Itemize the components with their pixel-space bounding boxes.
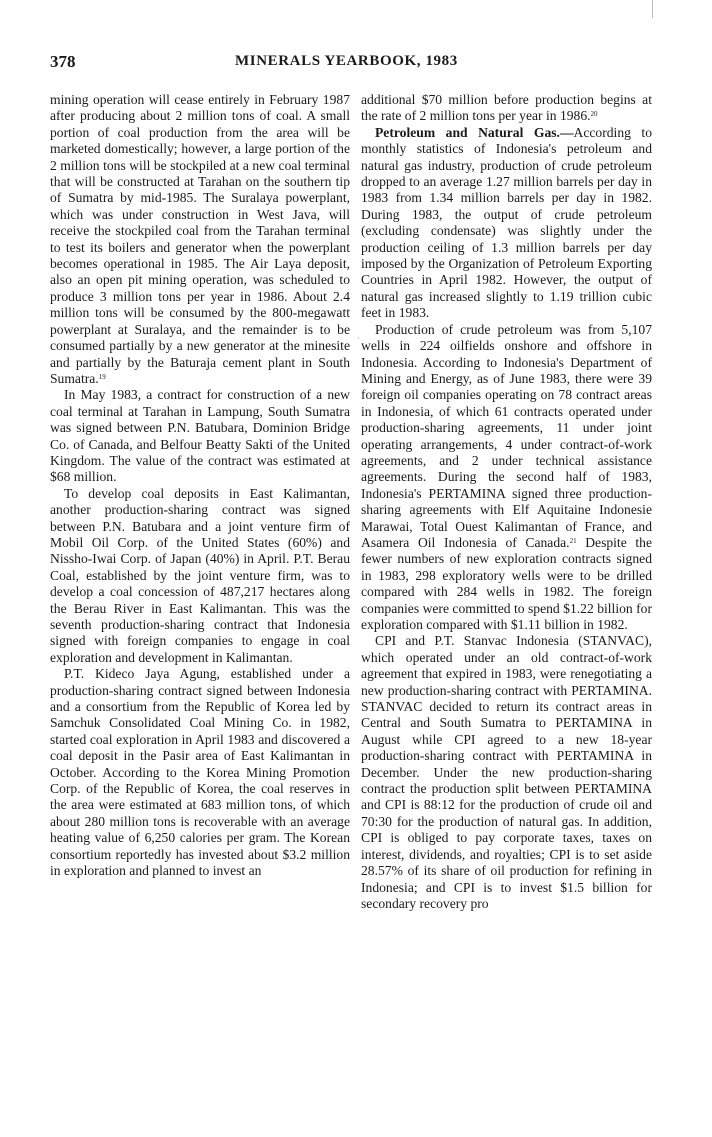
paragraph-text: Despite the fewer numbers of new exploration contracts signed in 1983, 298 exploratory wells were to be drilled compared with 284 wells in 1982. The foreign companies were committed to spend $1.22 billion for exploration compared with $1.11 billion in 1982. (361, 534, 652, 632)
paragraph (361, 92, 652, 125)
footnote-ref: 21 (569, 536, 577, 545)
paragraph: CPI and P.T. Stanvac Indonesia (STANVAC), which operated under an old contract-of-work agreement that expired in 1983, were renegotiating a new production-sharing contract with PERTAMINA. STANVAC decided to return its contract areas in Central and South Sumatra to PERTAMINA in August while CPI agreed to a new 18-year production-sharing contract with PERTAMINA in December. Under the new production-sharing contract the production split between PERTAMINA and CPI is 88:12 for the production of crude oil and 70:30 for the production of natural gas. In addition, CPI is obliged to pay corporate taxes, taxes on interest, dividends, and royalties; CPI is to set aside 28.57% of its share of oil production for refining in Indonesia; and CPI is to invest $1.5 billion for secondary recovery pro (361, 633, 652, 911)
paragraph (50, 92, 350, 387)
paragraph: P.T. Kideco Jaya Agung, established under a production-sharing contract signed between Indonesia and a consortium from the Republic of Korea led by Samchuk Consolidated Coal Mining Co. in 1982, started coal exploration in April 1983 and discovered a coal deposit in the Pasir area of East Kalimantan in October. According to the Korea Mining Promotion Corp. of the Republic of Korea, the coal reserves in the area were estimated at 683 million tons, of which about 280 million tons is recoverable with an average heating value of 6,250 calories per gram. The Korean consortium reportedly has invested about $3.2 million in exploration and planned to invest an (50, 666, 350, 879)
right-column (361, 92, 652, 912)
footnote-ref: 19 (98, 372, 106, 381)
left-column (50, 92, 350, 880)
paragraph-text: mining operation will cease entirely in February 1987 after producing about 2 million tons of coal. A small portion of coal production from the area will be marketed domestically; however, a large portion of the 2 million tons will be stockpiled at a new coal terminal that will be constructed at Tarahan on the southern tip of Sumatra by mid-1985. The Suralaya powerplant, which was under construction in West Java, will receive the stockpiled coal from the Tarahan terminal to test its boilers and generator when the powerplant becomes operational in 1985. The Air Laya deposit, also an open pit mining operation, was scheduled to produce 3 million tons per year in 1986. About 2.4 million tons will be consumed by the 800-megawatt powerplant at Suralaya, and the remainder is to be consumed partially by a new generator at the minesite and partially by the Baturaja cement plant in South Sumatra. (50, 92, 350, 386)
footnote-ref: 20 (590, 110, 598, 119)
margin-mark: · (357, 334, 360, 343)
paragraph: In May 1983, a contract for construction of a new coal terminal at Tarahan in Lampung, South Sumatra was signed between P.N. Batubara, Dominion Bridge Co. of Canada, and Belfour Beatty Sakti of the United Kingdom. The value of the contract was estimated at $68 million. (50, 387, 350, 485)
running-title: MINERALS YEARBOOK, 1983 (235, 53, 458, 69)
paragraph-text: additional $70 million before production begins at the rate of 2 million tons per year in 1986. (361, 92, 652, 124)
section-heading: Petroleum and Natural Gas.— (375, 124, 574, 140)
paragraph-text: According to monthly statistics of Indonesia's petroleum and natural gas industry, production of crude petroleum dropped to an average 1.27 million barrels per day in 1983 from 1.34 million barrels per day in 1982. During 1983, the output of crude petroleum (excluding condensate) was slightly under the production ceiling of 1.3 million barrels per day imposed by the Organization of Petroleum Exporting Countries in April 1982. However, the output of natural gas increased slightly to 1.19 trillion cubic feet in 1983. (361, 124, 652, 321)
page-number: 378 (50, 52, 76, 71)
paragraph: To develop coal deposits in East Kalimantan, another production-sharing contract was signed between P.N. Batubara and a joint venture firm of Mobil Oil Corp. of the United States (60%) and Nissho-Iwai Corp. of Japan (40%) in April. P.T. Berau Coal, established by the joint venture firm, was to develop a coal concession of 487,217 hectares along the Berau River in East Kalimantan. This was the seventh production-sharing contract that Indonesia signed with foreign companies to engage in coal exploration and development in Kalimantan. (50, 485, 350, 665)
paragraph (361, 322, 652, 634)
paragraph (361, 125, 652, 322)
scan-edge-mark (652, 0, 653, 18)
paragraph-text: Production of crude petroleum was from 5,107 wells in 224 oilfields onshore and offshore in Indonesia. According to Indonesia's Department of Mining and Energy, as of June 1983, there were 39 foreign oil companies operating on 78 contract areas in Indonesia, of which 61 contracts operated under production-sharing agreements, 11 under joint operating arrangements, 4 under contract-of-work agreements, and 2 under technical assistance agreements. During the second half of 1983, Indonesia's PERTAMINA signed three production-sharing agreements with Elf Aquitaine Indonesie Marawai, Total Ouest Kalimantan of France, and Asamera Oil Indonesia of Canada. (361, 321, 652, 550)
